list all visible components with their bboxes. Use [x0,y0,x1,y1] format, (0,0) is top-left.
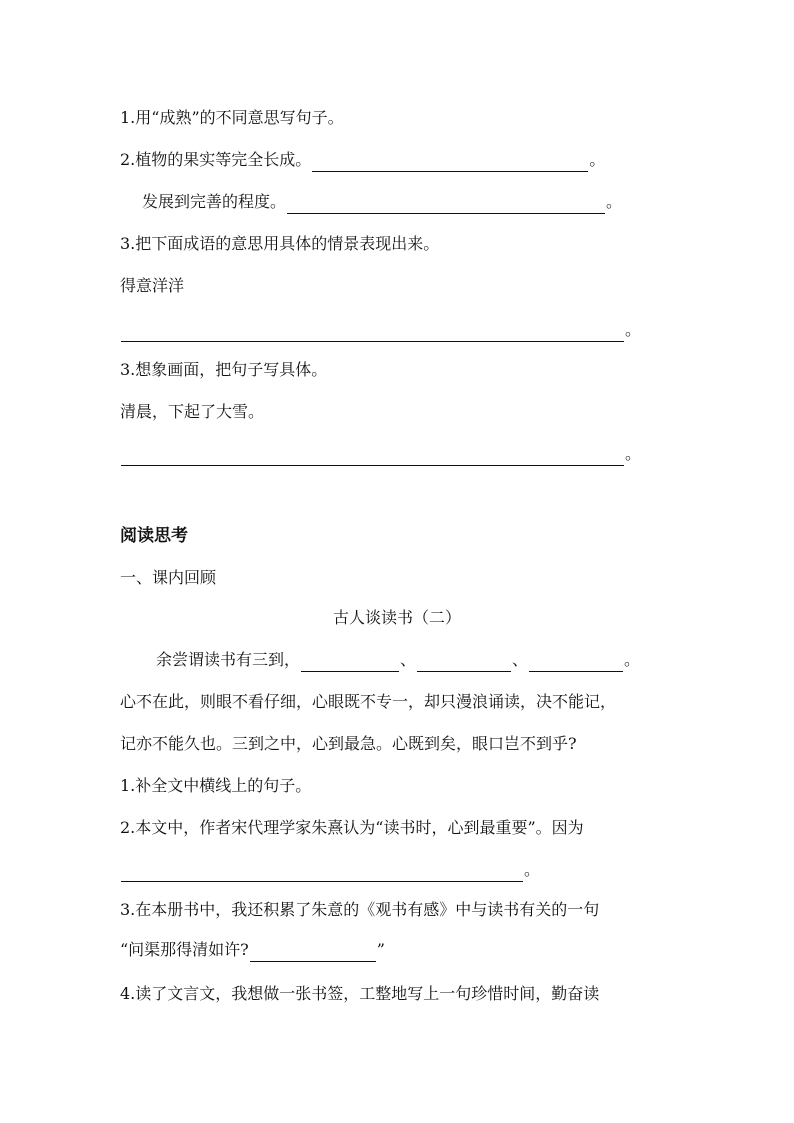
passage-question-2-answer-line [120,858,682,882]
question-1-title: 1.用“成熟”的不同意思写句子。 [120,108,344,127]
passage-question-3-quote-end: ” [376,940,385,959]
passage-question-3: 3.在本册书中，我还积累了朱意的《观书有感》中与读书有关的一句 [120,900,600,919]
question-2-line [120,148,682,172]
passage-title: 古人谈读书（二） [332,608,461,627]
question-2-text: 2.植物的果实等完全长成。 [120,150,312,169]
answer-blank-reason[interactable] [121,861,523,882]
passage-line-1-end: 。 [624,650,641,669]
question-3-answer-line [120,318,682,342]
passage-question-3-quote: “问渠那得清如许? [120,940,249,959]
question-2b-end: 。 [606,192,623,211]
passage-blank-2[interactable] [417,651,511,672]
passage-question-2-end: 。 [524,860,541,879]
passage-line-2: 心不在此，则眼不看仔细，心眼既不专一，却只漫浪诵读，决不能记， [120,692,617,711]
answer-blank-poem[interactable] [250,941,376,962]
answer-blank-mature[interactable] [287,193,605,214]
question-4-sentence: 清晨，下起了大雪。 [120,402,265,421]
sub-section-title: 一、课内回顾 [120,568,217,587]
question-3-idiom: 得意洋洋 [120,276,185,295]
passage-question-2: 2.本文中，作者宋代理学家朱熹认为“读书时，心到最重要”。因为 [120,818,584,837]
passage-blank-3[interactable] [529,651,623,672]
section-title: 阅读思考 [120,526,188,546]
passage-sep-2: 、 [512,650,529,669]
passage-question-4: 4.读了文言文，我想做一张书签，工整地写上一句珍惜时间，勤奋读 [120,984,600,1003]
question-2b-line [120,190,682,214]
passage-question-1: 1.补全文中横线上的句子。 [120,776,312,795]
question-4-answer-line [120,442,682,466]
passage-question-3-quote-line [120,938,682,962]
answer-blank-ripe[interactable] [312,151,588,172]
passage-line-1-text: 余尝谓读书有三到， [156,650,301,669]
passage-blank-1[interactable] [301,651,399,672]
question-2b-text: 发展到完善的程度。 [142,192,287,211]
question-4-title: 3.想象画面，把句子写具体。 [120,360,328,379]
answer-blank-idiom[interactable] [121,321,624,342]
passage-line-3: 记亦不能久也。三到之中，心到最急。心既到矣，眼口岂不到乎? [120,734,577,753]
passage-sep-1: 、 [400,650,417,669]
answer-blank-snow[interactable] [121,445,624,466]
question-2-end: 。 [589,150,606,169]
question-3-title: 3.把下面成语的意思用具体的情景表现出来。 [120,234,440,253]
question-4-end: 。 [625,444,642,463]
passage-line-1 [120,648,682,672]
question-3-end: 。 [625,320,642,339]
